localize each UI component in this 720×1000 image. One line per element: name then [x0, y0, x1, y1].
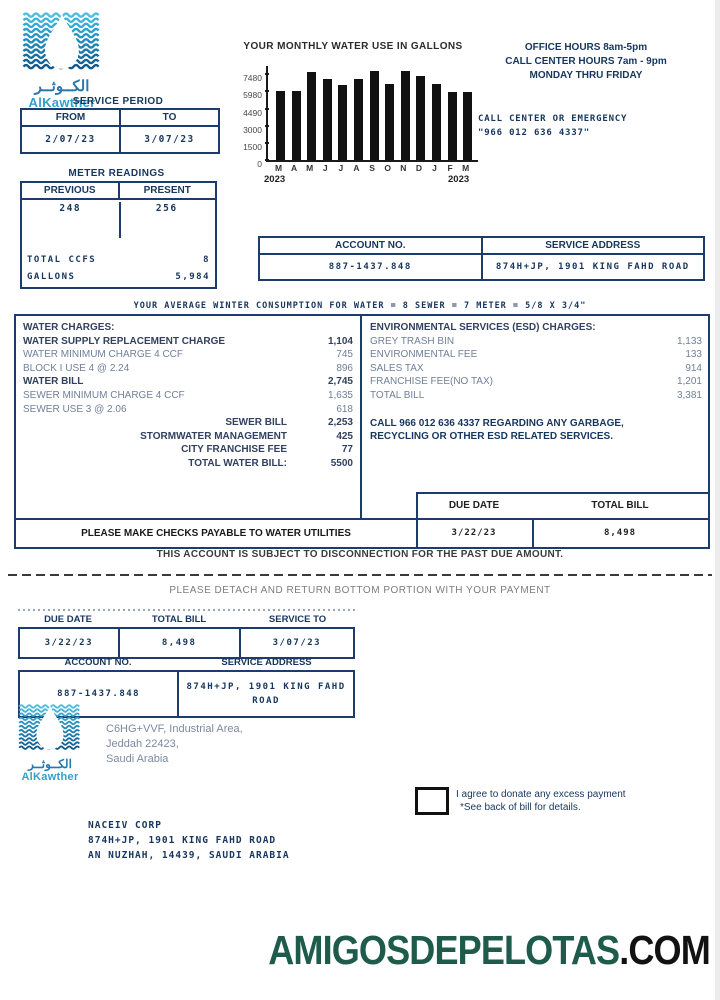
chart-title: YOUR MONTHLY WATER USE IN GALLONS — [243, 41, 463, 52]
charge-label: FRANCHISE FEE(NO TAX) — [370, 376, 493, 388]
x-category-label: D — [415, 163, 422, 173]
y-tick-label: 3000 — [243, 124, 262, 135]
water-waves-drop-icon — [18, 704, 82, 752]
mailing-city: AN NUZHAH, 14439, SAUDI ARABIA — [88, 850, 290, 861]
x-category-label: M — [274, 163, 283, 173]
account-number-value: 887-1437.848 — [328, 262, 412, 272]
due-header-row — [416, 492, 708, 520]
y-tick-label: 0 — [257, 159, 262, 169]
charge-label: TOTAL BILL — [370, 389, 425, 401]
mailing-street: 874H+JP, 1901 KING FAHD ROAD — [88, 835, 277, 846]
water-charges-title: WATER CHARGES: — [23, 322, 115, 333]
y-tick-label: 1500 — [243, 141, 262, 152]
stub-service-to-value: 3/07/23 — [239, 629, 353, 657]
charge-label: SEWER USE 3 @ 2.06 — [23, 403, 127, 415]
charge-label: ENVIRONMENTAL FEE — [370, 349, 478, 361]
service-address-header: SERVICE ADDRESS — [481, 238, 704, 253]
stub-address-line2: ROAD — [252, 696, 280, 706]
charge-label: WATER BILL — [23, 376, 84, 388]
y-tick-mark — [265, 90, 269, 92]
water-charges-section — [23, 321, 353, 471]
x-category-label: M — [462, 163, 470, 173]
office-address-line2: Jeddah 22423, — [106, 738, 179, 750]
charges-box — [14, 314, 710, 549]
chart-year-left: 2023 — [264, 174, 286, 185]
y-tick-label: 5980 — [243, 90, 262, 101]
meter-readings-table — [20, 181, 217, 289]
donate-line2: *See back of bill for details. — [460, 802, 581, 813]
emergency-contact-block — [478, 112, 627, 140]
charge-value: 425 — [336, 430, 353, 442]
esd-title: ENVIRONMENTAL SERVICES (ESD) CHARGES: — [370, 322, 596, 333]
usage-bar — [354, 79, 363, 160]
charge-value: 3,381 — [676, 389, 702, 401]
charge-value: 896 — [336, 362, 353, 374]
esd-note-line2: RECYCLING OR OTHER ESD RELATED SERVICES. — [370, 430, 613, 442]
x-category-label: N — [400, 163, 407, 173]
charge-value: 1,104 — [327, 335, 353, 347]
x-category-label: A — [291, 163, 298, 173]
from-header: FROM — [55, 112, 86, 123]
account-no-header: ACCOUNT NO. — [334, 240, 406, 251]
usage-bar — [323, 79, 332, 160]
stub-address-line1: 874H+JP, 1901 KING FAHD — [186, 682, 346, 692]
stub-address-value — [177, 672, 353, 716]
due-date-header: DUE DATE — [448, 500, 500, 511]
usage-bar — [416, 76, 425, 160]
donate-line1: I agree to donate any excess payment — [456, 789, 626, 800]
emergency-phone: "966 012 636 4337" — [478, 128, 590, 138]
charge-value: 77 — [341, 444, 353, 456]
winter-consumption-note: YOUR AVERAGE WINTER CONSUMPTION FOR WATER = 8 SEWER = 7 METER = 5/8 X 3/4" — [133, 301, 587, 311]
monthly-usage-chart — [230, 62, 482, 190]
esd-note — [370, 417, 702, 443]
meter-previous-value: 248 — [59, 203, 82, 214]
y-tick-mark — [265, 142, 269, 144]
y-tick-mark — [265, 159, 269, 161]
usage-bar — [448, 92, 457, 160]
stub-due-date-header: DUE DATE — [44, 614, 92, 625]
usage-bar — [276, 91, 285, 160]
charge-label: CITY FRANCHISE FEE — [181, 444, 287, 456]
stub-due-date-value: 3/22/23 — [44, 638, 94, 648]
office-hours-line3: MONDAY THRU FRIDAY — [529, 70, 643, 81]
x-category-label: S — [369, 163, 375, 173]
service-to-value: 3/07/23 — [119, 127, 218, 152]
previous-header: PREVIOUS — [43, 185, 96, 196]
esd-charges-section — [370, 321, 702, 443]
usage-bar — [432, 84, 441, 160]
stub-service-to-header: SERVICE TO — [268, 614, 327, 625]
usage-bar — [292, 91, 301, 160]
charge-value: 1,635 — [327, 389, 353, 401]
usage-bar — [401, 71, 410, 160]
charge-label: SEWER MINIMUM CHARGE 4 CCF — [23, 389, 185, 401]
service-period-title: SERVICE PERIOD — [72, 96, 164, 107]
stub-address-header: SERVICE ADDRESS — [221, 657, 312, 668]
brand-arabic-text: الكــوثــر — [28, 757, 72, 771]
watermark-suffix: .COM — [619, 927, 710, 973]
chart-year-right: 2023 — [448, 174, 470, 185]
charge-value: 5500 — [330, 457, 353, 469]
detach-dashed-line — [8, 574, 712, 576]
service-address-value: 874H+JP, 1901 KING FAHD ROAD — [481, 255, 704, 279]
x-category-label: J — [338, 163, 344, 173]
mailing-address-block — [88, 818, 290, 863]
total-bill-header: TOTAL BILL — [591, 500, 649, 511]
stub-total-bill-header: TOTAL BILL — [151, 614, 207, 625]
chart-y-axis — [230, 66, 262, 169]
stub-summary-table — [18, 614, 355, 659]
charge-value: 1,133 — [676, 335, 702, 347]
charge-value: 2,745 — [327, 376, 353, 388]
donate-text-block — [456, 788, 686, 814]
charge-label: WATER SUPPLY REPLACEMENT CHARGE — [23, 335, 226, 347]
to-header: TO — [119, 110, 218, 125]
x-category-label: A — [353, 163, 360, 173]
x-category-label: J — [322, 163, 328, 173]
usage-bar — [307, 72, 316, 160]
water-waves-drop-icon — [22, 12, 102, 72]
charge-label: BLOCK I USE 4 @ 2.24 — [23, 362, 130, 374]
meter-readings-title: METER READINGS — [68, 168, 165, 179]
total-bill-value: 8,498 — [603, 528, 637, 538]
service-from-value: 2/07/23 — [45, 134, 96, 145]
charge-value: 1,201 — [676, 376, 702, 388]
disconnect-notice: THIS ACCOUNT IS SUBJECT TO DISCONNECTION FOR THE PAST DUE AMOUNT. — [156, 549, 564, 560]
office-address-block — [106, 722, 243, 767]
charge-value: 133 — [685, 349, 702, 361]
gallons-value: 5,984 — [175, 272, 210, 282]
charge-value: 618 — [336, 403, 353, 415]
checks-row — [16, 518, 708, 547]
emergency-line1: CALL CENTER OR EMERGENCY — [478, 114, 628, 124]
x-category-label: O — [384, 163, 391, 173]
total-ccfs-value: 8 — [203, 255, 210, 265]
x-category-label: J — [432, 163, 437, 173]
esd-note-line1: CALL 966 012 636 4337 REGARDING ANY GARBAGE, — [370, 417, 624, 429]
y-tick-label: 4490 — [243, 107, 262, 118]
detach-instruction: PLEASE DETACH AND RETURN BOTTOM PORTION WITH YOUR PAYMENT — [169, 585, 551, 596]
present-header: PRESENT — [118, 183, 216, 198]
office-hours-line2: CALL CENTER HOURS 7am - 9pm — [505, 56, 667, 67]
brand-arabic-text: الكــوثــر — [34, 78, 90, 95]
meter-present-value: 256 — [155, 203, 178, 214]
total-ccfs-label: TOTAL CCFS — [27, 255, 97, 265]
x-category-label: F — [447, 163, 453, 173]
usage-bar — [463, 92, 472, 160]
charge-label: SALES TAX — [370, 362, 424, 374]
y-tick-mark — [265, 108, 269, 110]
account-table — [258, 236, 705, 281]
y-tick-label: 7480 — [243, 73, 262, 84]
charge-label: STORMWATER MANAGEMENT — [140, 430, 287, 442]
y-tick-mark — [265, 73, 269, 75]
charge-value: 2,253 — [327, 417, 353, 429]
gallons-row — [27, 272, 210, 282]
watermark-main: AMIGOSDEPELOTAS — [268, 927, 620, 973]
charge-label: GREY TRASH BIN — [370, 335, 455, 347]
charge-label: WATER MINIMUM CHARGE 4 CCF — [23, 349, 183, 361]
chart-plot-area — [266, 66, 478, 162]
perforation-dotted-line — [18, 609, 356, 611]
x-category-label: M — [306, 163, 314, 173]
charge-value: 914 — [685, 362, 702, 374]
gallons-label: GALLONS — [27, 272, 76, 282]
brand-name-text: AlKawther — [21, 771, 79, 783]
total-ccfs-row — [27, 255, 210, 265]
donate-checkbox[interactable] — [415, 787, 449, 815]
stub-account-value: 887-1437.848 — [57, 689, 141, 699]
office-address-line1: C6HG+VVF, Industrial Area, — [106, 723, 243, 735]
y-tick-mark — [265, 125, 269, 127]
meter-divider — [119, 202, 121, 238]
stub-total-bill-value: 8,498 — [118, 629, 239, 657]
charge-value: 745 — [336, 349, 353, 361]
brand-name-text: AlKawther — [28, 95, 96, 110]
watermark — [268, 927, 710, 974]
column-divider — [360, 316, 362, 520]
usage-bar — [338, 85, 347, 160]
office-hours-block — [460, 41, 712, 83]
charge-label: TOTAL WATER BILL: — [188, 457, 287, 469]
page-edge — [715, 0, 720, 1000]
charge-label: SEWER BILL — [225, 417, 287, 429]
checks-payable-note: PLEASE MAKE CHECKS PAYABLE TO WATER UTILITIES — [81, 528, 351, 539]
usage-bar — [370, 71, 379, 160]
usage-bar — [385, 84, 394, 160]
alkawther-logo-small — [18, 704, 82, 783]
chart-x-axis — [266, 163, 476, 175]
mailing-name: NACEIV CORP — [88, 820, 162, 831]
office-address-line3: Saudi Arabia — [106, 753, 169, 765]
office-hours-line1: OFFICE HOURS 8am-5pm — [524, 42, 648, 53]
service-period-table — [20, 108, 220, 154]
due-date-value: 3/22/23 — [451, 528, 497, 538]
stub-account-header: ACCOUNT NO. — [64, 657, 132, 668]
